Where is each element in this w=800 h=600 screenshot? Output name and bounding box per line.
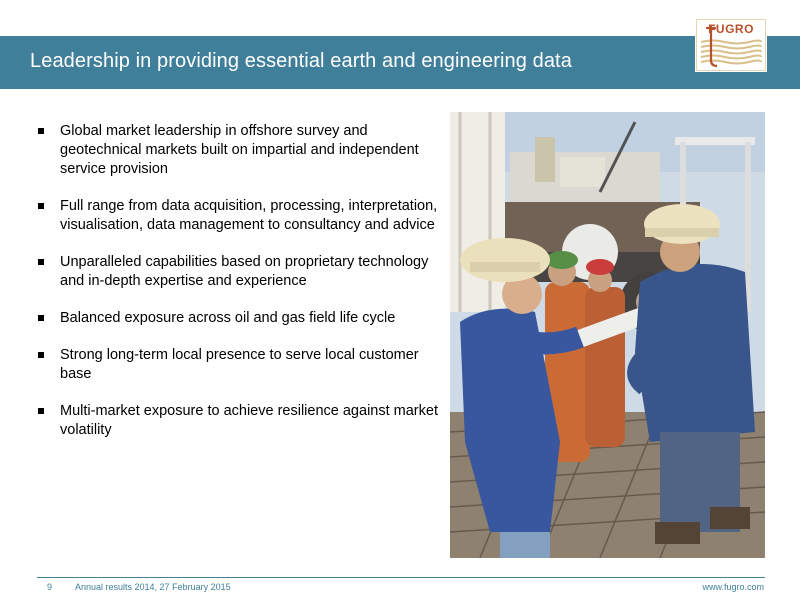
bullet-text: Full range from data acquisition, processing, interpretation, visualisation, data management to consultancy and advice bbox=[60, 198, 438, 233]
bullet-item bbox=[38, 402, 438, 440]
square-bullet-icon bbox=[38, 408, 44, 414]
bullet-text: Global market leadership in offshore survey and geotechnical markets built on impartial and independent service provision bbox=[60, 123, 419, 177]
footer-website-link[interactable]: www.fugro.com bbox=[702, 582, 764, 592]
square-bullet-icon bbox=[38, 203, 44, 209]
bullet-list bbox=[38, 122, 438, 458]
square-bullet-icon bbox=[38, 259, 44, 265]
footer-event-label: Annual results 2014, 27 February 2015 bbox=[75, 582, 231, 592]
square-bullet-icon bbox=[38, 128, 44, 134]
bullet-item bbox=[38, 346, 438, 384]
square-bullet-icon bbox=[38, 315, 44, 321]
page-number: 9 bbox=[47, 582, 53, 592]
footer-divider bbox=[37, 577, 765, 578]
bullet-text: Unparalleled capabilities based on proprietary technology and in-depth expertise and experience bbox=[60, 254, 429, 289]
photo-illustration bbox=[450, 112, 765, 558]
logo-wordmark: FUGRO bbox=[708, 22, 754, 36]
title-bar bbox=[0, 36, 800, 89]
bullet-item bbox=[38, 253, 438, 291]
square-bullet-icon bbox=[38, 352, 44, 358]
bullet-text: Balanced exposure across oil and gas field life cycle bbox=[60, 310, 396, 326]
bullet-item bbox=[38, 122, 438, 179]
bullet-item bbox=[38, 197, 438, 235]
bullet-item bbox=[38, 309, 438, 328]
bullet-text: Strong long-term local presence to serve local customer base bbox=[60, 347, 419, 382]
offshore-crew-photo bbox=[450, 112, 765, 558]
fugro-logo bbox=[696, 19, 766, 71]
slide-title: Leadership in providing essential earth and engineering data bbox=[30, 50, 572, 72]
bullet-text: Multi-market exposure to achieve resilience against market volatility bbox=[60, 403, 438, 438]
